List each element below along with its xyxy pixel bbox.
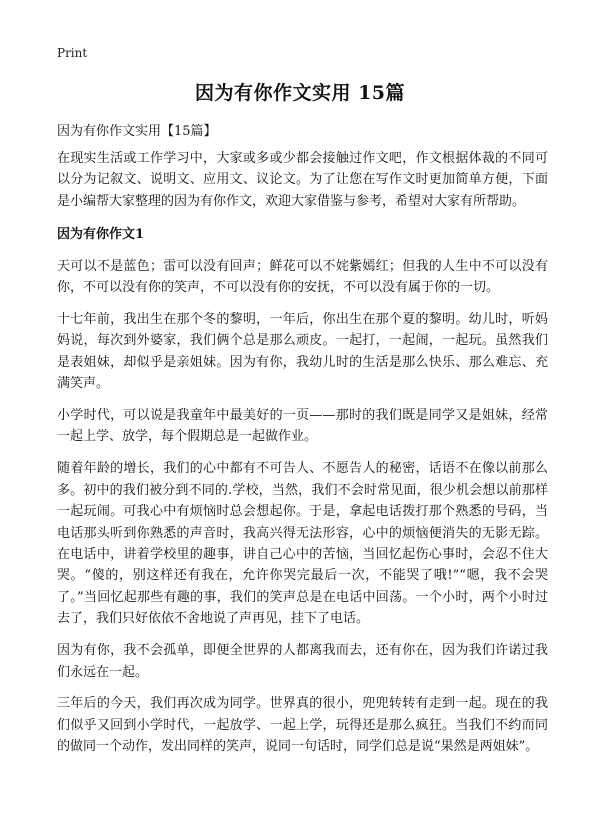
- paragraph: 小学时代，可以说是我童年中最美好的一页——那时的我们既是同学又是姐妹，经常一起上学、放学，每个假期总是一起做作业。: [57, 408, 548, 445]
- paragraph: 三年后的今天，我们再次成为同学。世界真的很小，兜兜转转有走到一起。现在的我们似乎又回到小学时代，一起放学、一起上学，玩得还是那么疯狂。当我们不约而同的做同一个动作，发出同样的笑声，说同一句话时，同学们总是说“果然是两姐妹”。: [57, 696, 548, 755]
- print-link[interactable]: Print: [57, 46, 88, 60]
- page-title: 因为有你作文实用 15篇: [194, 82, 406, 104]
- intro-paragraph: 在现实生活或工作学习中，大家或多或少都会接触过作文吧，作文根据体裁的不同可以分为记叙文、说明文、应用文、议论文。为了让您在写作文时更加简单方便，下面是小编帮大家整理的因为有你作文，欢迎大家借鉴与参考，希望对大家有所帮助。: [57, 151, 548, 209]
- paragraph: 天可以不是蓝色；雷可以没有回声；鲜花可以不姹紫嫣红；但我的人生中不可以没有你，不可以没有你的笑声，不可以没有你的安抚，不可以没有属于你的一切。: [57, 258, 548, 296]
- paragraph: 因为有你，我不会孤单，即便全世界的人都离我而去，还有你在，因为我们许诺过我们永远在一起。: [57, 643, 548, 680]
- document-subtitle: 因为有你作文实用【15篇】: [57, 124, 217, 139]
- paragraph: 随着年龄的增长，我们的心中都有不可告人、不愿告人的秘密，话语不在像以前那么多。初中的我们被分到不同的.学校，当然，我们不会时常见面，很少机会想以前那样一起玩闹。可我心中有烦恼时总会想起你。于是，拿起电话拨打那个熟悉的号码，当电话那头听到你熟悉的声音时，我高兴得无法形容，心中的烦恼便消失的无影无踪。在电话中，讲着学校里的趣事，讲自己心中的苦恼，当回忆起伤心事时，会忍不住大哭。“傻的，别这样还有我在，允许你哭完最后一次，不能哭了哦!”“嗯，我不会哭了。”当回忆起那些有趣的事，我们的笑声总是在电话中回荡。一个小时，两个小时过去了，我们只好依依不舍地说了声再见，挂下了电话。: [57, 461, 548, 627]
- section-heading: 因为有你作文1: [57, 227, 145, 243]
- document-body: [57, 148, 548, 768]
- paragraph: 十七年前，我出生在那个冬的黎明，一年后，你出生在那个夏的黎明。幼儿时，听妈妈说，每次到外婆家，我们俩个总是那么顽皮。一起打，一起闹，一起玩。虽然我们是表姐妹，却似乎是亲姐妹。因为有你，我幼儿时的生活是那么快乐、那么难忘、充满笑声。: [57, 311, 548, 392]
